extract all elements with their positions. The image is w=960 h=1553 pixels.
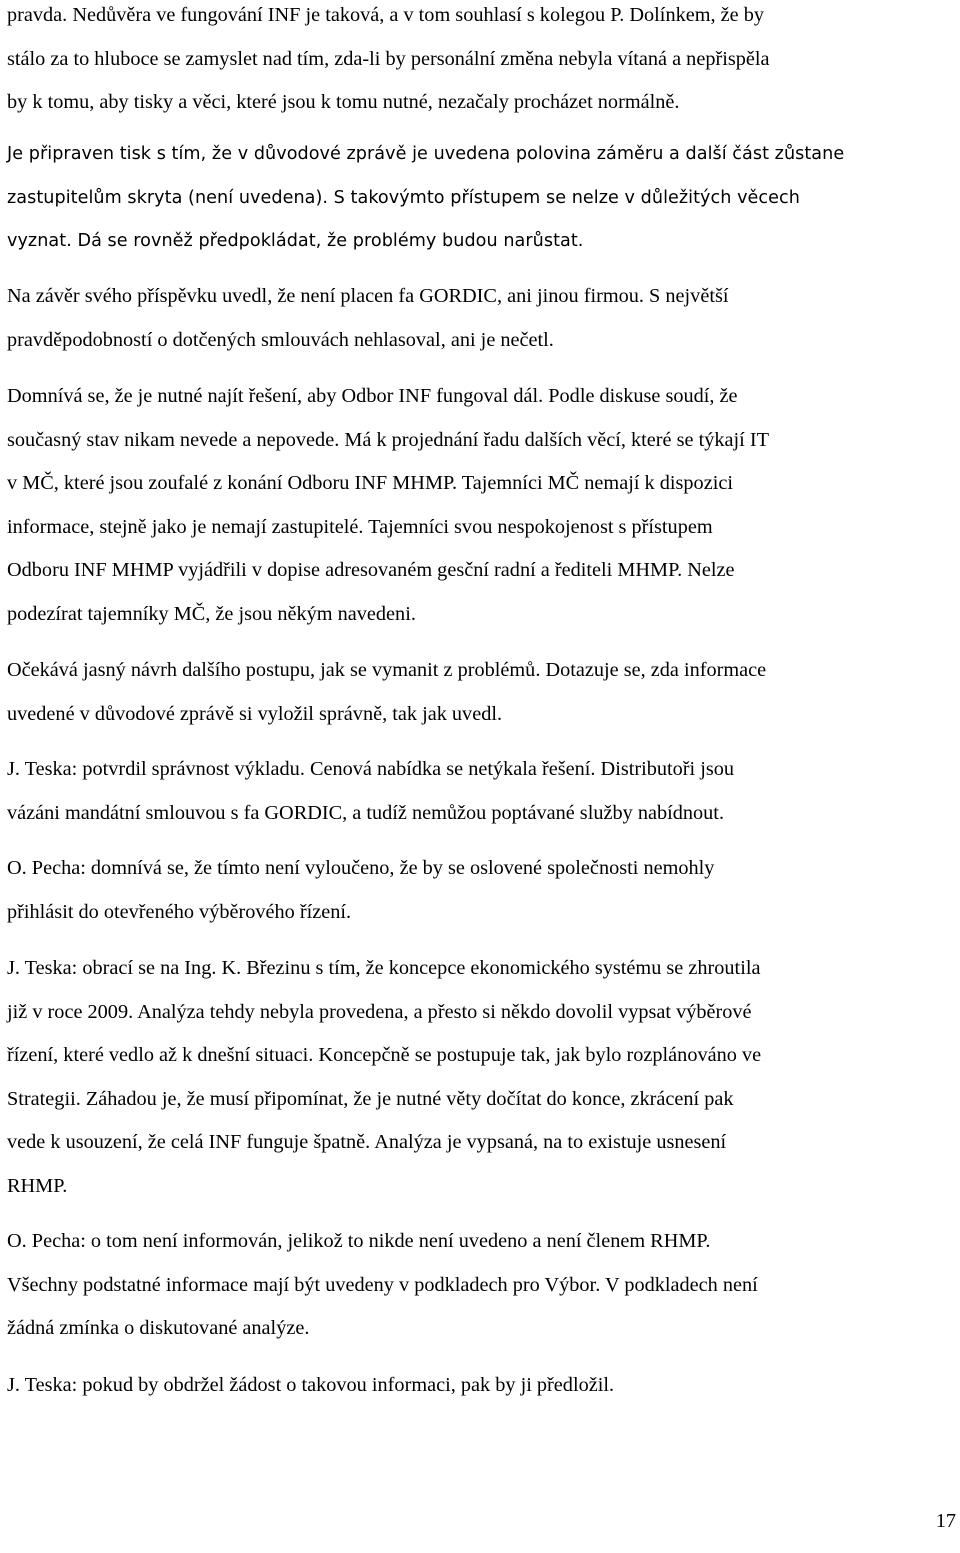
text-line: podezírat tajemníky MČ, že jsou někým navedeni. <box>7 602 416 625</box>
page-number: 17 <box>935 1510 956 1532</box>
text-line: uvedené v důvodové zprávě si vyložil správně, tak jak uvedl. <box>7 702 503 725</box>
text-line: řízení, které vedlo až k dnešní situaci. Koncepčně se postupuje tak, jak bylo rozplánováno ve <box>7 1044 762 1066</box>
text-line: J. Teska: pokud by obdržel žádost o takovou informaci, pak by ji předložil. <box>7 1374 615 1396</box>
paragraph <box>7 133 844 264</box>
paragraph <box>7 375 769 636</box>
text-line: by k tomu, aby tisky a věci, které jsou k tomu nutné, nezačaly procházet normálně. <box>7 91 680 113</box>
paragraph <box>7 847 714 934</box>
paragraph <box>7 649 766 736</box>
text-line: Všechny podstatné informace mají být uvedeny v podkladech pro Výbor. V podkladech není <box>7 1273 758 1296</box>
text-line: O. Pecha: domnívá se, že tímto není vyloučeno, že by se oslovené společnosti nemohly <box>7 857 715 879</box>
text-line: RHMP. <box>7 1174 68 1197</box>
text-line: pravděpodobností o dotčených smlouvách nehlasoval, ani je nečetl. <box>7 328 554 351</box>
text-line: v MČ, které jsou zoufalé z konání Odboru INF MHMP. Tajemníci MČ nemají k dispozici <box>7 472 733 494</box>
text-line: zastupitelům skryta (není uvedena). S takovýmto přístupem se nelze v důležitých věcech <box>7 187 800 208</box>
text-line: stálo za to hluboce se zamyslet nad tím, zda-li by personální změna nebyla vítaná a nepřispěla <box>7 47 770 70</box>
text-line: vyznat. Dá se rovněž předpokládat, že problémy budou narůstat. <box>7 231 584 251</box>
text-line: žádná zmínka o diskutované analýze. <box>7 1317 310 1339</box>
paragraph <box>7 748 734 835</box>
text-line: přihlásit do otevřeného výběrového řízení. <box>7 900 352 923</box>
paragraph <box>7 0 770 125</box>
text-line: J. Teska: obrací se na Ing. K. Březinu s tím, že koncepce ekonomického systému se zhroutila <box>7 957 761 979</box>
text-line: Na závěr svého příspěvku uvedl, že není placen fa GORDIC, ani jinou firmou. S největší <box>7 285 729 307</box>
text-line: Je připraven tisk s tím, že v důvodové zprávě je uvedena polovina záměru a další část zůstane <box>7 144 845 164</box>
text-line: vázáni mandátní smlouvou s fa GORDIC, a tudíž nemůžou poptávané služby nabídnout. <box>7 801 725 824</box>
paragraph <box>7 1364 614 1408</box>
paragraph <box>7 275 728 362</box>
text-line: O. Pecha: o tom není informován, jelikož to nikde není uvedeno a není členem RHMP. <box>7 1230 711 1252</box>
text-line: informace, stejně jako je nemají zastupitelé. Tajemníci svou nespokojenost s přístupem <box>7 515 713 538</box>
text-line: J. Teska: potvrdil správnost výkladu. Cenová nabídka se netýkala řešení. Distributoři jsou <box>7 758 735 780</box>
text-line: již v roce 2009. Analýza tehdy nebyla provedena, a přesto si někdo dovolil vypsat výběrové <box>7 1000 752 1023</box>
text-line: vede k usouzení, že celá INF funguje špatně. Analýza je vypsaná, na to existuje usnesení <box>7 1131 727 1153</box>
text-line: Očekává jasný návrh dalšího postupu, jak se vymanit z problémů. Dotazuje se, zda informace <box>7 659 767 681</box>
text-line: současný stav nikam nevede a nepovede. Má k projednání řadu dalších věcí, které se týkají IT <box>7 428 769 451</box>
text-line: Strategii. Záhadou je, že musí připomínat, že je nutné věty dočítat do konce, zkrácení pak <box>7 1087 734 1110</box>
paragraph <box>7 1220 758 1351</box>
text-line: Odboru INF MHMP vyjádřili v dopise adresovaném gesční radní a řediteli MHMP. Nelze <box>7 559 735 581</box>
paragraph <box>7 947 761 1208</box>
text-line: Domnívá se, že je nutné najít řešení, aby Odbor INF fungoval dál. Podle diskuse soudí, že <box>7 385 738 407</box>
text-line: pravda. Nedůvěra ve fungování INF je taková, a v tom souhlasí s kolegou P. Dolínkem, že by <box>7 4 765 26</box>
